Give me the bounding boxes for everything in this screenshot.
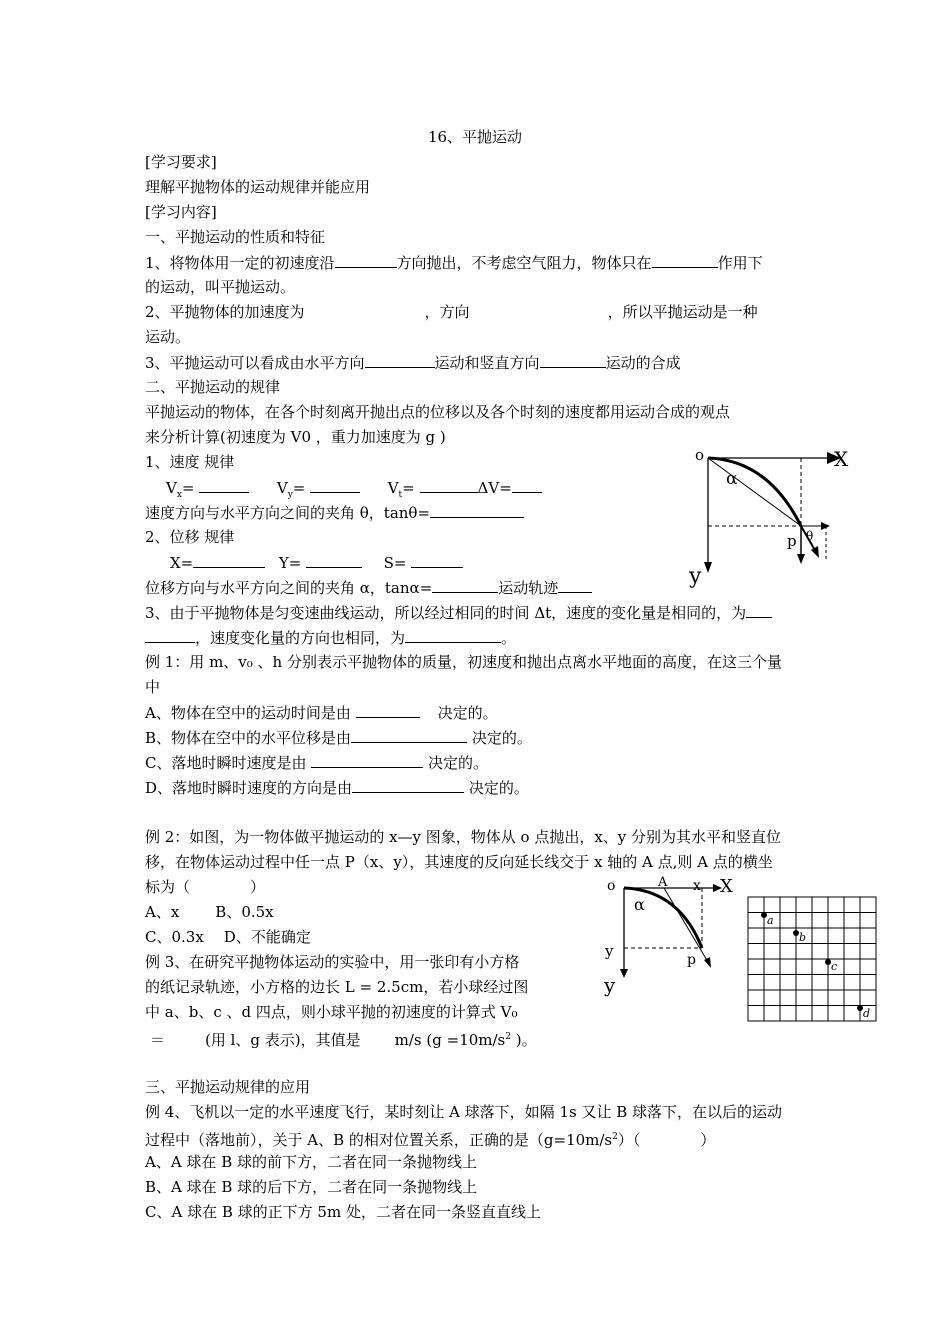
theta-label: θ (806, 529, 814, 543)
answer-blank (405, 627, 501, 643)
example-2-options-cd (145, 927, 311, 947)
point-a-label: a (767, 914, 774, 927)
displacement-line (708, 458, 801, 526)
displacement-angle-line (145, 577, 592, 598)
section-heading-content: [学习内容] (145, 203, 217, 221)
answer-blank (411, 552, 463, 568)
point-c-label: c (831, 960, 838, 973)
figure-projectile-velocity (688, 440, 853, 590)
text: 。 (501, 629, 517, 647)
example-1-option-a (145, 702, 498, 723)
equals: = (181, 479, 195, 497)
answer-blank (356, 702, 420, 718)
vy-label: V (276, 479, 288, 497)
text: 1、将物体用一定的初速度沿 (145, 254, 335, 272)
delta-v-label: ΔV= (477, 479, 512, 497)
option-c: C、0.3x (145, 928, 204, 946)
text: 运动和竖直方向 (434, 354, 540, 372)
velocity-formulas (166, 477, 542, 505)
text: C、落地时瞬时速度是由 (145, 754, 307, 772)
option-d: D、不能确定 (223, 928, 311, 946)
text: 决定的。 (428, 754, 489, 772)
x-axis-label: X (720, 876, 733, 897)
text: A、物体在空中的运动时间是由 (145, 704, 351, 722)
origin-label: o (695, 446, 705, 464)
heading-part-two: 二、平抛运动的规律 (145, 378, 281, 396)
point-p-label: p (687, 952, 696, 968)
text: B、物体在空中的水平位移是由 (145, 729, 352, 747)
text: 方向抛出，不考虑空气阻力，物体只在 (396, 254, 652, 272)
question-2-3 (145, 602, 772, 623)
answer-blank (310, 477, 360, 493)
example-2: 例 2：如图，为一物体做平抛运动的 x—y 图象，物体从 o 点抛出，x、y 分别为其水平和竖直位 (145, 828, 782, 846)
question-1-2 (145, 302, 758, 322)
text: 运动轨迹 (498, 579, 559, 597)
displacement-formulas (170, 552, 463, 573)
y-axis-label: y (604, 973, 616, 997)
text: 位移方向与水平方向之间的夹角 α，tanα= (145, 579, 433, 597)
vx-sub: x (176, 490, 182, 500)
paragraph-line: 来分析计算(初速度为 V0 ，重力加速度为 g ) (145, 428, 446, 446)
answer-blank (540, 352, 606, 368)
page-title: 16、平抛运动 (427, 128, 523, 146)
heading-part-three: 三、平抛运动规律的应用 (145, 1078, 311, 1096)
answer-blank (311, 752, 423, 768)
y-label-small: y (605, 942, 614, 960)
answer-blank (306, 552, 362, 568)
figure-projectile-xy (604, 872, 744, 1000)
answer-blank (746, 602, 772, 618)
option-a: A、x (145, 903, 180, 921)
heading-part-one: 一、平抛运动的性质和特征 (145, 228, 326, 246)
answer-blank (145, 627, 195, 643)
answer-blank (351, 727, 467, 743)
example-4-option-a: A、A 球在 B 球的前下方，二者在同一条抛物线上 (145, 1153, 477, 1171)
superscript: 2 (505, 1032, 511, 1042)
example-3-cont: 的纸记录轨迹，小方格的边长 L = 2.5cm，若小球经过图 (145, 978, 529, 996)
answer-blank (199, 477, 249, 493)
y-label: Y= (278, 554, 302, 572)
x-label: X= (170, 554, 194, 572)
text: m/s (g =10m/s (394, 1031, 506, 1049)
example-3-cont: 中 a、b、c 、d 四点，则小球平抛的初速度的计算式 V₀ (145, 1003, 518, 1021)
example-1-option-c (145, 752, 488, 773)
section-heading-requirements: [学习要求] (145, 153, 217, 171)
origin-label: o (607, 878, 616, 894)
point-d-label: d (863, 1007, 871, 1020)
example-3-cont (150, 1027, 537, 1050)
example-4-option-b: B、A 球在 B 球的后下方，二者在同一条抛物线上 (145, 1178, 478, 1196)
example-2-cont: 移，在物体运动过程中任一点 P（x、y），其速度的反向延长线交于 x 轴的 A 点,则 A 点的横坐 (145, 853, 773, 871)
equals: = (402, 479, 415, 497)
answer-blank (512, 477, 542, 493)
text: ，方向 (424, 303, 470, 321)
y-axis-arrow (704, 562, 712, 573)
example-2-cont: 标为（ ） (145, 878, 266, 896)
text: ＝ (150, 1031, 166, 1049)
alpha-label: α (726, 469, 738, 489)
superscript: 2 (612, 1132, 618, 1142)
velocity-arrow (704, 957, 711, 968)
example-4-cont (145, 1127, 715, 1150)
text: 决定的。 (437, 704, 498, 722)
question-1-1 (145, 252, 763, 273)
question-1-2-cont: 运动。 (145, 328, 191, 346)
answer-blank (432, 577, 498, 593)
text: D、落地时瞬时速度的方向是由 (145, 779, 353, 797)
answer-blank (652, 252, 718, 268)
vy-arrow (797, 554, 805, 564)
equals: = (292, 479, 306, 497)
paragraph-line: 平抛运动的物体，在各个时刻离开抛出点的位移以及各个时刻的速度都用运动合成的观点 (145, 403, 731, 421)
example-4: 例 4、飞机以一定的水平速度飞行，某时刻让 A 球落下，如隔 1s 又让 B 球落下，在以后的运动 (145, 1103, 783, 1121)
vt-label: V (387, 479, 399, 497)
question-1-1-cont: 的运动，叫平抛运动。 (145, 278, 296, 296)
x-label-small: x (693, 878, 701, 894)
text: 运动的合成 (605, 354, 681, 372)
displacement-law-heading: 2、位移 规律 (145, 528, 235, 546)
vt-sub: t (398, 490, 403, 500)
velocity-law-heading: 1、速度 规律 (145, 453, 235, 471)
example-1-option-d (145, 777, 529, 798)
text: ，速度变化量的方向也相同，为 (195, 629, 406, 647)
point-a-label: A (658, 875, 668, 890)
vy-sub: y (287, 490, 293, 500)
s-label: S= (383, 554, 407, 572)
text: 过程中（落地前），关于 A、B 的相对位置关系，正确的是（g=10m/s (145, 1131, 613, 1149)
example-2-options-ab (145, 902, 274, 922)
text: 速度方向与水平方向之间的夹角 θ，tanθ= (145, 504, 431, 522)
point-p-label: p (787, 532, 797, 550)
question-2-3-cont (145, 627, 516, 648)
example-1: 例 1：用 m、v₀ 、h 分别表示平抛物体的质量，初速度和抛出点离水平地面的高度，在这三个量 (145, 653, 782, 671)
point-b-label: b (799, 931, 807, 944)
text: 2、平抛物体的加速度为 (145, 303, 305, 321)
y-axis-label: y (689, 564, 702, 589)
text: )。 (511, 1031, 537, 1049)
requirement-text: 理解平抛物体的运动规律并能应用 (145, 178, 371, 196)
y-axis-arrow (620, 969, 628, 978)
question-1-3 (145, 352, 681, 373)
vx-label: V (166, 479, 177, 497)
text: 决定的。 (471, 729, 532, 747)
answer-blank (352, 777, 464, 793)
answer-blank (365, 352, 435, 368)
example-4-option-c: C、A 球在 B 球的正下方 5m 处，二者在同一条竖直直线上 (145, 1203, 541, 1221)
text: 作用下 (717, 254, 763, 272)
answer-blank (335, 252, 397, 268)
text: 3、平抛运动可以看成由水平方向 (145, 354, 365, 372)
x-axis-label: X (834, 447, 849, 471)
answer-blank (420, 477, 478, 493)
text: ，所以平抛运动是一种 (607, 303, 758, 321)
answer-blank (430, 502, 524, 518)
answer-blank (558, 577, 592, 593)
example-3: 例 3、在研究平抛物体运动的实验中，用一张印有小方格 (145, 953, 520, 971)
tangent-line (664, 888, 708, 962)
text: ）（ ） (617, 1131, 716, 1149)
answer-blank (193, 552, 265, 568)
text: 3、由于平抛物体是匀变速曲线运动，所以经过相同的时间 Δt，速度的变化量是相同的，为 (145, 604, 747, 622)
text: 决定的。 (468, 779, 529, 797)
option-b: B、0.5x (215, 903, 274, 921)
example-1-option-b (145, 727, 532, 748)
v-arrow (811, 546, 819, 558)
text: (用 l、g 表示)，其值是 (205, 1031, 361, 1049)
velocity-angle-line (145, 502, 524, 523)
figure-grid-paper (746, 895, 880, 1025)
alpha-label: α (634, 895, 645, 914)
example-1-cont: 中 (145, 678, 161, 696)
